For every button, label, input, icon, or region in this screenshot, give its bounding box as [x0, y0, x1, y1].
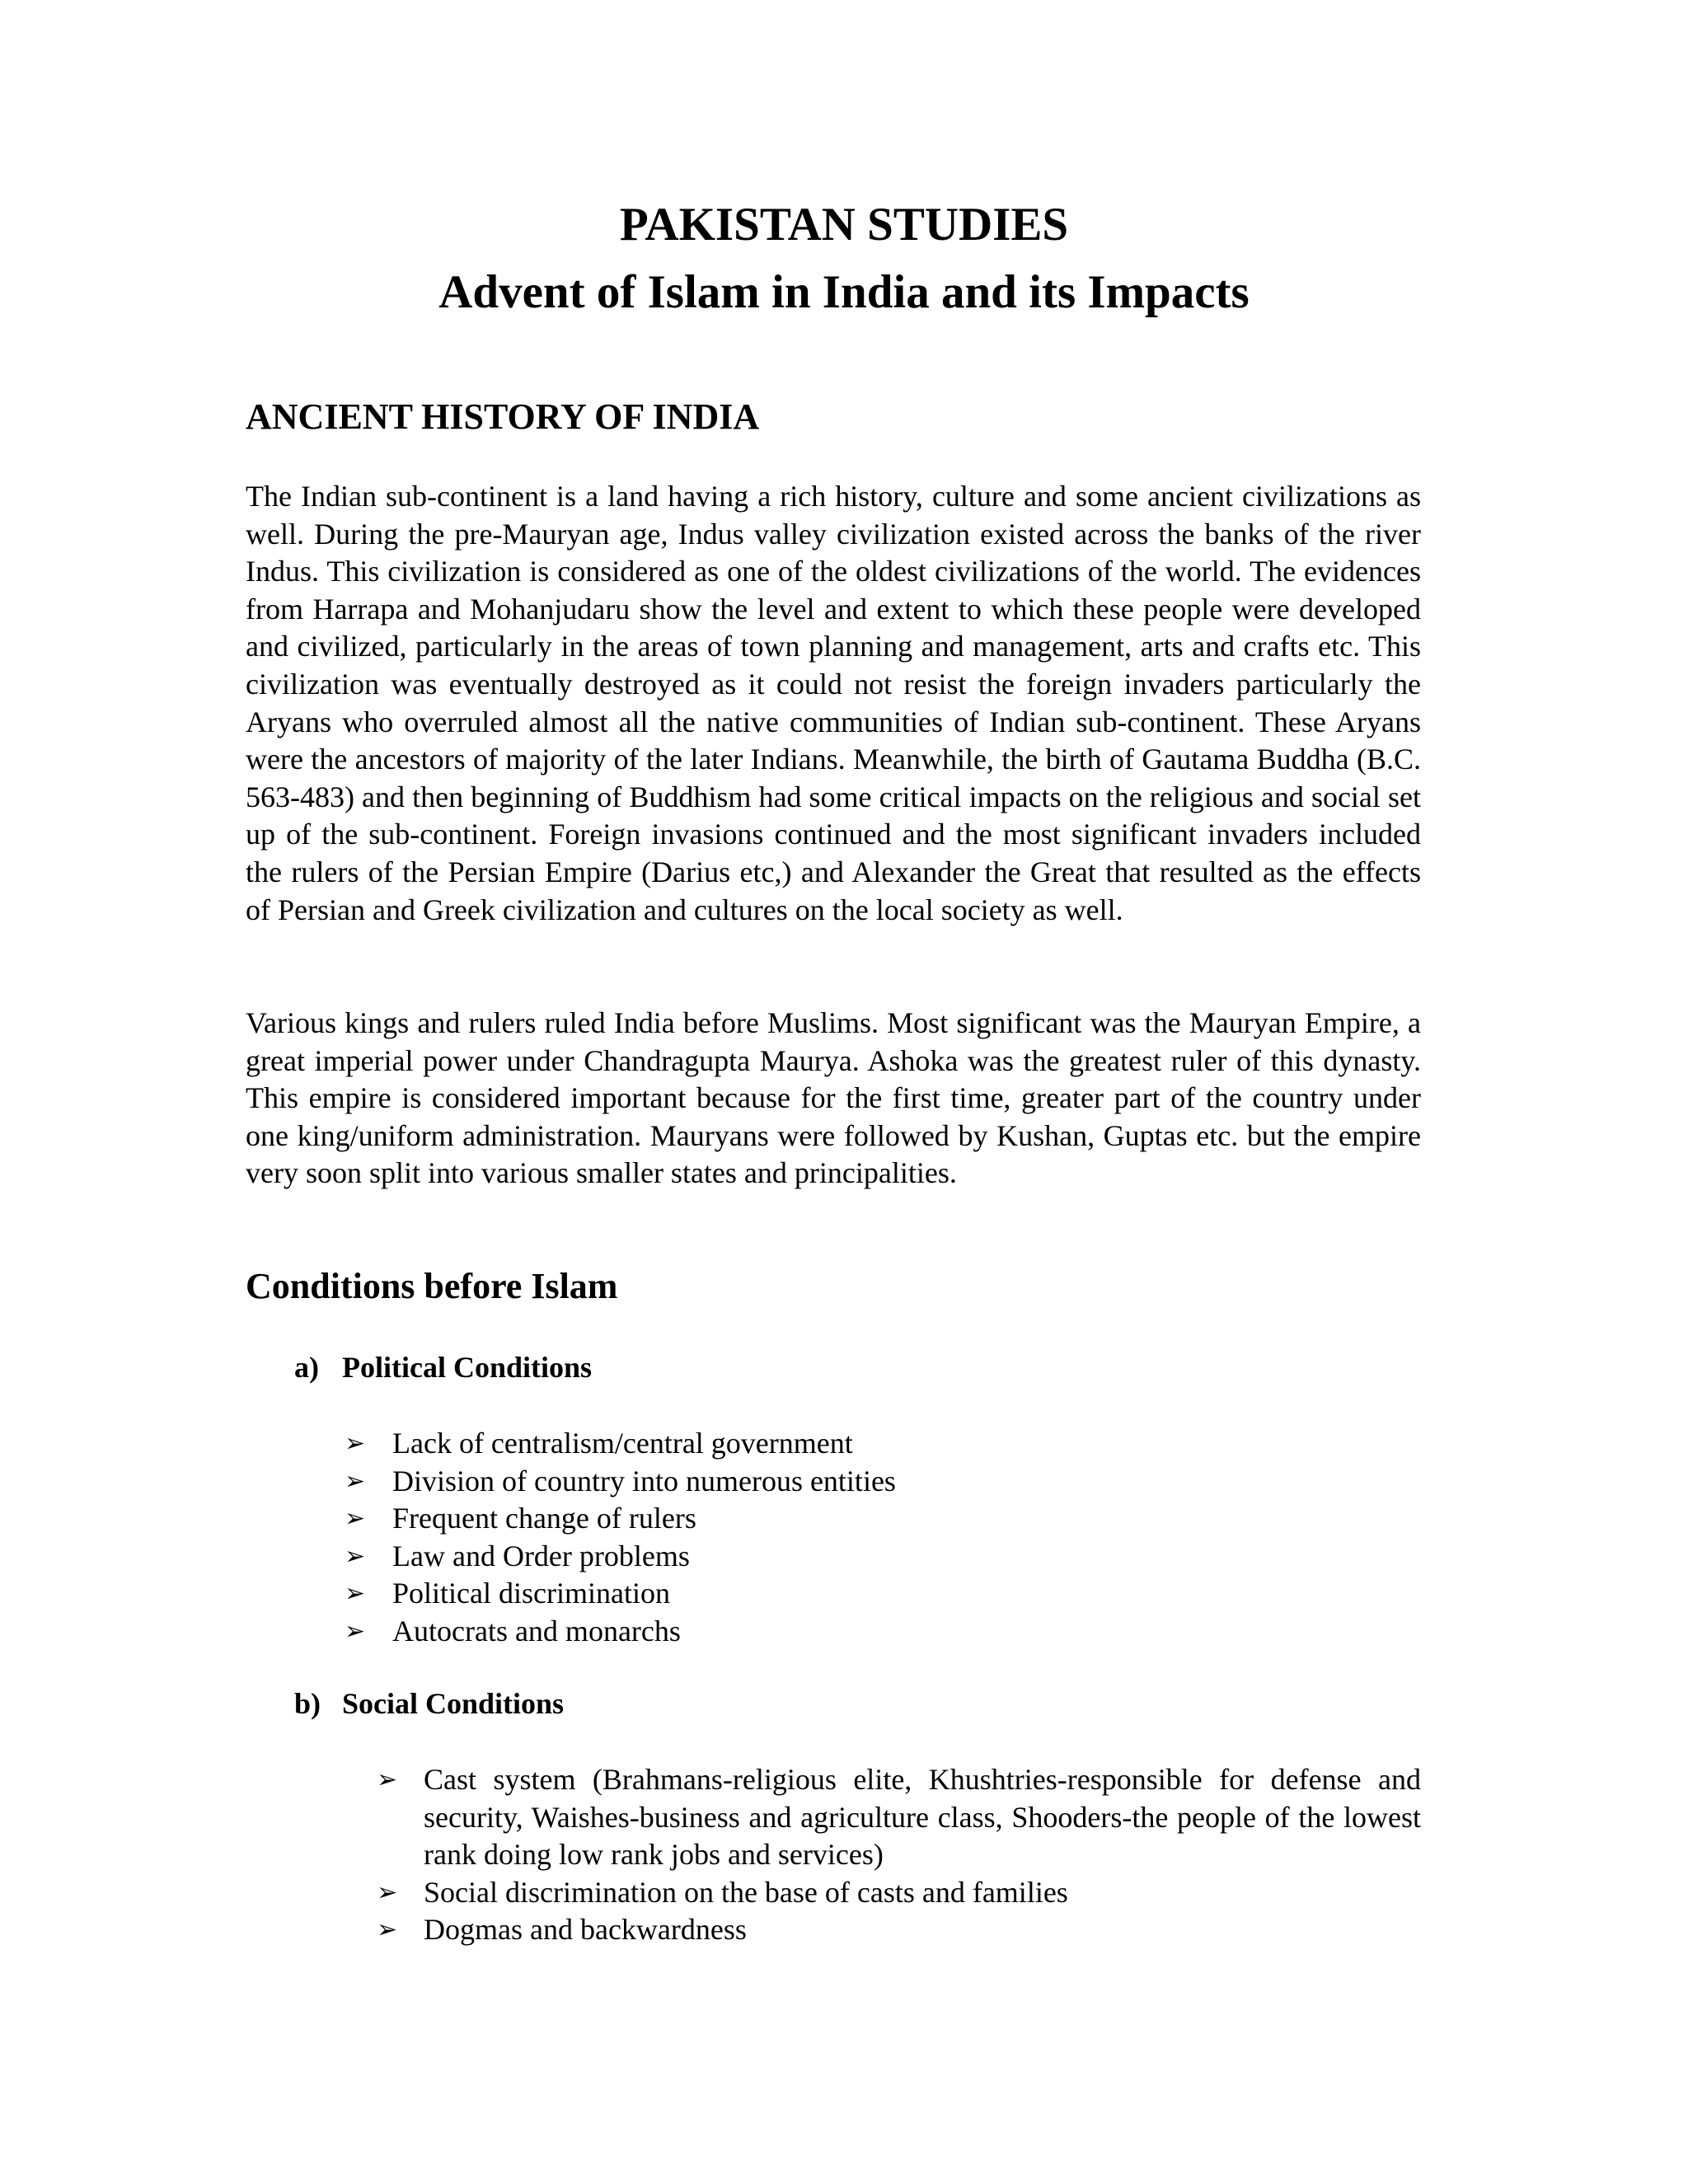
- list-item: [345, 1538, 1086, 1576]
- list-item: [377, 1761, 1421, 1874]
- section-heading-ancient-history: ANCIENT HISTORY OF INDIA: [246, 396, 760, 437]
- list-item-text: Social discrimination on the base of casts and families: [424, 1875, 1068, 1909]
- list-item-text: Autocrats and monarchs: [392, 1614, 681, 1647]
- political-conditions-list: [345, 1425, 1086, 1651]
- arrow-bullet-icon: ➢: [345, 1616, 366, 1646]
- subheading-marker: a): [294, 1351, 319, 1384]
- arrow-bullet-icon: ➢: [377, 1915, 398, 1945]
- subheading-label: Social Conditions: [342, 1687, 565, 1720]
- list-item: [377, 1911, 1421, 1949]
- title-line-2: Advent of Islam in India and its Impacts: [438, 266, 1250, 318]
- arrow-bullet-icon: ➢: [377, 1877, 398, 1907]
- arrow-bullet-icon: ➢: [377, 1765, 398, 1794]
- paragraph-ancient-history-2: Various kings and rulers ruled India before Muslims. Most significant was the Mauryan Empire, a great imperial power under Chandragupta Maurya. Ashoka was the greatest ruler of this dynasty. This empire is considered important because for the first time, greater part of the country under one king/uniform administration. Mauryans were followed by Kushan, Guptas etc. but the empire very soon split into various smaller states and principalities.: [246, 1006, 1421, 1190]
- list-item-text: Cast system (Brahmans-religious elite, Khushtries-responsible for defense and security, Waishes-business and agriculture class, Shooders-the people of the lowest rank doing low rank jobs and services): [424, 1763, 1421, 1872]
- arrow-bullet-icon: ➢: [345, 1541, 366, 1571]
- social-conditions-list: [377, 1761, 1421, 1949]
- list-item: [345, 1500, 1086, 1538]
- subheading-social-conditions: [294, 1685, 564, 1722]
- section-heading-conditions: Conditions before Islam: [246, 1266, 618, 1306]
- document-title: [0, 191, 1688, 326]
- list-item: [345, 1425, 1086, 1463]
- list-item-text: Political discrimination: [392, 1577, 670, 1610]
- list-item-text: Dogmas and backwardness: [424, 1913, 747, 1947]
- subheading-political-conditions: [294, 1349, 592, 1386]
- subheading-marker: b): [294, 1687, 321, 1720]
- list-item-text: Lack of centralism/central government: [392, 1427, 853, 1460]
- paragraph-ancient-history-1: The Indian sub-continent is a land having a rich history, culture and some ancient civilizations as well. During the pre-Mauryan age, Indus valley civilization existed across the banks of the river Indus. This civilization is considered as one of the oldest civilizations of the world. The evidences from Harrapa and Mohanjudaru show the level and extent to which these people were developed and civilized, particularly in the areas of town planning and management, arts and crafts etc. This civilization was eventually destroyed as it could not resist the foreign invaders particularly the Aryans who overruled almost all the native communities of Indian sub-continent. These Aryans were the ancestors of majority of the later Indians. Meanwhile, the birth of Gautama Buddha (B.C. 563-483) and then beginning of Buddhism had some critical impacts on the religious and social set up of the sub-continent. Foreign invasions continued and the most significant invaders included the rulers of the Persian Empire (Darius etc,) and Alexander the Great that resulted as the effects of Persian and Greek civilization and cultures on the local society as well.: [246, 480, 1421, 926]
- arrow-bullet-icon: ➢: [345, 1429, 366, 1458]
- list-item-text: Law and Order problems: [392, 1539, 690, 1572]
- title-line-1: PAKISTAN STUDIES: [619, 199, 1069, 251]
- list-item-text: Frequent change of rulers: [392, 1502, 696, 1535]
- list-item: [345, 1613, 1086, 1651]
- subheading-label: Political Conditions: [342, 1351, 593, 1384]
- list-item: [377, 1874, 1421, 1912]
- arrow-bullet-icon: ➢: [345, 1504, 366, 1534]
- list-item: [345, 1463, 1086, 1501]
- list-item-text: Division of country into numerous entities: [392, 1464, 896, 1497]
- arrow-bullet-icon: ➢: [345, 1466, 366, 1496]
- list-item: [345, 1575, 1086, 1613]
- arrow-bullet-icon: ➢: [345, 1579, 366, 1609]
